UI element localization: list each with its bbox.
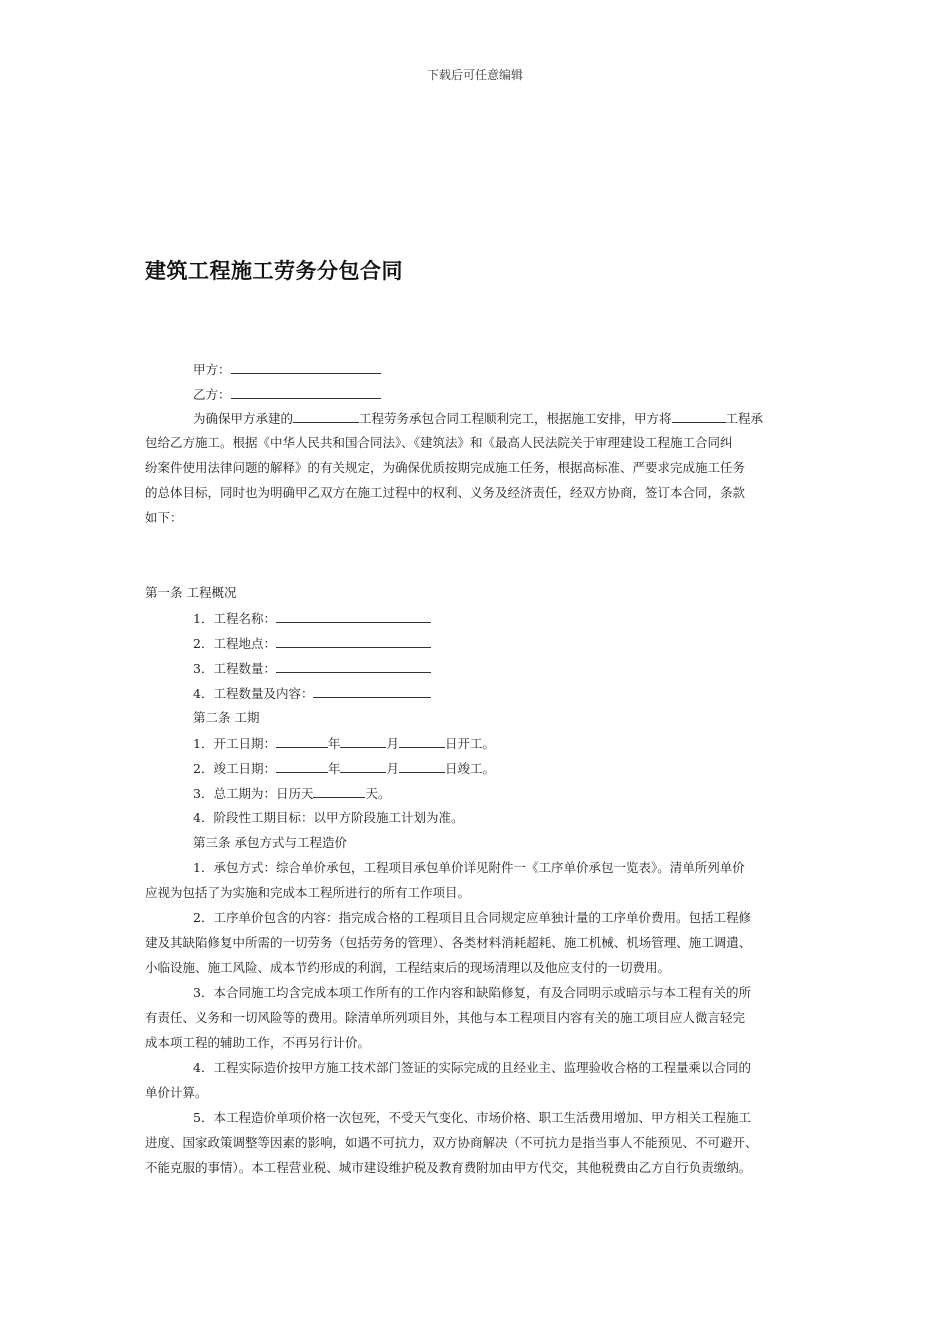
party-b-line bbox=[193, 386, 381, 403]
party-b-blank bbox=[231, 386, 381, 399]
total-period-line bbox=[193, 785, 390, 802]
item-label: 2．竣工日期： bbox=[193, 761, 276, 776]
fill-blank bbox=[313, 685, 431, 698]
year-blank bbox=[276, 760, 328, 773]
paragraph-line: 2．工序单价包含的内容：指完成合格的工程项目且合同规定应单独计量的工序单价费用。包括工程修 bbox=[193, 910, 751, 925]
paragraph-line: 1．承包方式：综合单价承包，工程项目承包单价详见附件一《工序单价承包一览表》。清单所列单价 bbox=[193, 860, 745, 875]
paragraph-line: 建及其缺陷修复中所需的一切劳务（包括劳务的管理）、各类材料消耗超耗、施工机械、机场管理、施工调遣、 bbox=[145, 935, 752, 950]
item-suffix: 天。 bbox=[365, 786, 391, 801]
party-a-label: 甲方： bbox=[193, 362, 231, 377]
month-blank bbox=[340, 735, 386, 748]
days-blank bbox=[313, 785, 365, 798]
item-label: 2．工程地点： bbox=[193, 636, 276, 651]
month-blank bbox=[340, 760, 386, 773]
project-blank bbox=[293, 410, 359, 423]
day-blank bbox=[399, 735, 445, 748]
paragraph-line: 成本项工程的辅助工作，不再另行计价。 bbox=[145, 1035, 371, 1050]
article-1-item bbox=[193, 660, 431, 677]
year-label: 年 bbox=[327, 761, 341, 776]
paragraph-line: 应视为包括了为实施和完成本工程所进行的所有工作项目。 bbox=[145, 885, 471, 900]
page-title: 建筑工程施工劳务分包合同 bbox=[145, 259, 403, 283]
year-blank bbox=[276, 735, 328, 748]
article-2-heading: 第二条 工期 bbox=[193, 710, 260, 725]
paragraph-line: 不能克服的事情）。本工程营业税、城市建设维护税及教育费附加由甲方代交，其他税费由乙方自行负责缴纳。 bbox=[145, 1160, 752, 1175]
paragraph-line: 3．本合同施工均含完成本项工作所有的工作内容和缺陷修复，有及合同明示或暗示与本工程有关的所 bbox=[193, 985, 751, 1000]
article-1-item bbox=[193, 685, 431, 702]
start-date-line bbox=[193, 735, 495, 752]
article-1-item bbox=[193, 610, 431, 627]
page-header: 下载后可任意编辑 bbox=[426, 68, 523, 82]
item-label: 4．工程数量及内容： bbox=[193, 686, 314, 701]
intro-text: 为确保甲方承建的 bbox=[193, 411, 294, 426]
intro-line-5: 如下： bbox=[145, 510, 183, 525]
month-label: 月 bbox=[386, 761, 399, 776]
intro-line-3: 纷案件使用法律问题的解释》的有关规定，为确保优质按期完成施工任务，根据高标准、严要求完成施工任务 bbox=[145, 460, 746, 475]
paragraph-line: 4．工程实际造价按甲方施工技术部门签证的实际完成的且经业主、监理验收合格的工程量乘以合同的 bbox=[193, 1060, 751, 1075]
intro-text: 工程承 bbox=[725, 411, 764, 426]
item-label: 3．工程数量： bbox=[193, 661, 276, 676]
end-date-line bbox=[193, 760, 495, 777]
day-label: 日开工。 bbox=[445, 736, 496, 751]
intro-line-1 bbox=[193, 410, 763, 427]
paragraph-line: 小临设施、施工风险、成本节约形成的利润，工程结束后的现场清理以及他应支付的一切费用。 bbox=[145, 960, 671, 975]
paragraph-line: 有责任、义务和一切风险等的费用。除清单所列项目外，其他与本工程项目内容有关的施工项目应人微言轻完 bbox=[145, 1010, 746, 1025]
stage-target-line: 4．阶段性工期目标：以甲方阶段施工计划为准。 bbox=[193, 810, 464, 825]
paragraph-line: 单价计算。 bbox=[145, 1085, 208, 1100]
fill-blank bbox=[276, 635, 431, 648]
day-label: 日竣工。 bbox=[445, 761, 496, 776]
intro-line-4: 的总体目标，同时也为明确甲乙双方在施工过程中的权利、义务及经济责任，经双方协商，签订本合同，条款 bbox=[145, 485, 746, 500]
party-a-line bbox=[193, 361, 381, 378]
item-label: 3．总工期为：日历天 bbox=[193, 786, 314, 801]
day-blank bbox=[399, 760, 445, 773]
item-label: 1．工程名称： bbox=[193, 611, 276, 626]
intro-line-2: 包给乙方施工。根据《中华人民共和国合同法》、《建筑法》和《最高人民法院关于审理建设工程施工合同纠 bbox=[145, 435, 733, 450]
intro-text: 工程劳务承包合同工程顺利完工，根据施工安排，甲方将 bbox=[359, 411, 672, 426]
article-1-heading: 第一条 工程概况 bbox=[145, 585, 237, 600]
fill-blank bbox=[276, 610, 431, 623]
item-label: 1．开工日期： bbox=[193, 736, 276, 751]
project-blank bbox=[672, 410, 726, 423]
party-b-label: 乙方： bbox=[193, 387, 231, 402]
paragraph-line: 进度、国家政策调整等因素的影响，如遇不可抗力，双方协商解决（不可抗力是指当事人不能预见、不可避开、 bbox=[145, 1135, 758, 1150]
paragraph-line: 5．本工程造价单项价格一次包死，不受天气变化、市场价格、职工生活费用增加、甲方相关工程施工 bbox=[193, 1110, 751, 1125]
article-1-item bbox=[193, 635, 431, 652]
year-label: 年 bbox=[327, 736, 341, 751]
party-a-blank bbox=[231, 361, 381, 374]
month-label: 月 bbox=[386, 736, 399, 751]
article-3-heading: 第三条 承包方式与工程造价 bbox=[193, 835, 347, 850]
fill-blank bbox=[276, 660, 431, 673]
